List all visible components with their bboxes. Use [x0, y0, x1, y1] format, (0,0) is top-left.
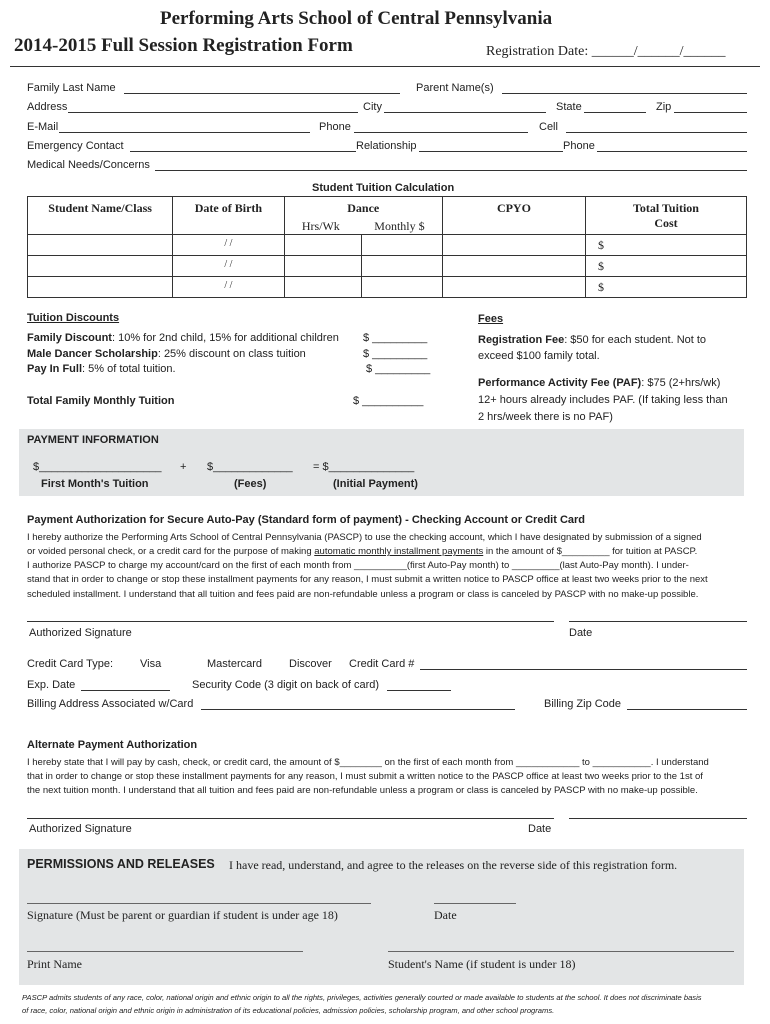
dob-cell[interactable]: / / — [173, 235, 284, 256]
hrs-cell[interactable] — [284, 235, 362, 256]
header-student-name: Student Name/Class — [28, 197, 173, 235]
cpyo-cell[interactable] — [442, 277, 585, 298]
medical-needs-field[interactable] — [155, 170, 747, 171]
auto-pay-date-line[interactable] — [569, 621, 747, 622]
email-label: E-Mail — [27, 121, 59, 133]
table-row — [28, 235, 747, 256]
first-month-tuition-field[interactable]: $____________________ — [33, 461, 162, 473]
state-label: State — [556, 101, 582, 113]
permissions-signature-line[interactable] — [27, 903, 371, 904]
registration-fee: Registration Fee: $50 for each student. Not to — [478, 334, 707, 346]
cell-field[interactable] — [566, 132, 747, 133]
initial-payment-label: (Initial Payment) — [333, 478, 418, 490]
zip-label: Zip — [656, 101, 672, 113]
dob-cell[interactable]: / / — [173, 277, 284, 298]
monthly-cell[interactable] — [362, 277, 443, 298]
permissions-date-line[interactable] — [434, 903, 516, 904]
footer-line-2: of race, color, national origin and ethnic origin in administration of its educational policies, admission policies, scholarship program, and other school programs. — [22, 1006, 555, 1015]
city-field[interactable] — [384, 112, 546, 113]
table-row — [28, 256, 747, 277]
hrs-cell[interactable] — [284, 277, 362, 298]
pay-in-full: Pay In Full: 5% of total tuition. — [27, 363, 176, 375]
emergency-contact-field[interactable] — [130, 151, 356, 152]
auto-pay-text-2: or voided personal check, or a credit card for the purpose of making automatic monthly installment payments in the amount of $_________ for tuition at PASCP. — [27, 546, 698, 557]
header-total-tuition: Total Tuition Cost — [585, 197, 746, 235]
emergency-phone-field[interactable] — [597, 151, 747, 152]
payment-information-box — [19, 429, 744, 496]
performance-activity-fee: Performance Activity Fee (PAF): $75 (2+hrs/wk) — [478, 377, 721, 389]
auto-pay-date-label: Date — [569, 627, 593, 639]
parent-names-field[interactable] — [502, 93, 747, 94]
tuition-table-caption: Student Tuition Calculation — [312, 182, 455, 194]
email-field[interactable] — [59, 132, 310, 133]
dance-label: Dance — [347, 201, 380, 215]
auto-pay-text-5: scheduled installment. I understand that all tuition and fees paid are non-refundable unless a program or class is canceled by PASCP with no make-up possible. — [27, 589, 699, 600]
state-field[interactable] — [584, 112, 646, 113]
student-name-cell[interactable] — [28, 277, 173, 298]
family-last-name-label: Family Last Name — [27, 82, 116, 94]
family-last-name-field[interactable] — [124, 93, 400, 94]
auto-pay-text-1: I hereby authorize the Performing Arts School of Central Pennsylvania (PASCP) to use the checking account, which I have designated by submission of a signed — [27, 532, 702, 543]
total-cell[interactable]: $ — [585, 256, 746, 277]
exp-date-label: Exp. Date — [27, 679, 76, 691]
auto-pay-signature-label: Authorized Signature — [29, 627, 132, 639]
fees-label: (Fees) — [234, 478, 267, 490]
student-name-cell[interactable] — [28, 235, 173, 256]
cpyo-cell[interactable] — [442, 256, 585, 277]
billing-zip-label: Billing Zip Code — [544, 698, 622, 710]
paf-note-1: 12+ hours already includes PAF. (If taking less than — [478, 394, 728, 406]
address-label: Address — [27, 101, 68, 113]
relationship-label: Relationship — [356, 140, 417, 152]
billing-address-field[interactable] — [201, 709, 515, 710]
auto-pay-text-3: I authorize PASCP to charge my account/card on the first of each month from __________(first Auto-Pay month) to _________(last Auto-Pay month). I under- — [27, 560, 689, 571]
alternate-payment-title: Alternate Payment Authorization — [27, 739, 198, 751]
paf-note-2: 2 hrs/week there is no PAF) — [478, 411, 613, 423]
tuition-table — [27, 196, 747, 298]
hrs-wk-label: Hrs/Wk — [301, 219, 340, 233]
total-cell[interactable]: $ — [585, 277, 746, 298]
student-name-line[interactable] — [388, 951, 734, 952]
permissions-date-label: Date — [434, 908, 457, 922]
plus-sign: + — [180, 461, 187, 473]
header-cpyo: CPYO — [442, 197, 585, 235]
permissions-box — [19, 849, 744, 985]
billing-address-label: Billing Address Associated w/Card — [27, 698, 194, 710]
registration-fee-note: exceed $100 family total. — [478, 350, 600, 362]
cell-label: Cell — [539, 121, 558, 133]
initial-payment-field[interactable]: = $______________ — [313, 461, 415, 473]
total-family-tuition-label: Total Family Monthly Tuition — [27, 395, 175, 407]
school-name: Performing Arts School of Central Pennsylvania — [160, 8, 553, 29]
family-discount-amount[interactable]: $ _________ — [363, 332, 428, 344]
security-code-field[interactable] — [387, 690, 451, 691]
credit-card-number-label: Credit Card # — [349, 658, 415, 670]
alternate-date-label: Date — [528, 823, 552, 835]
header-divider — [10, 66, 760, 67]
auto-pay-title: Payment Authorization for Secure Auto-Pay (Standard form of payment) - Checking Account or Credit Card — [27, 514, 586, 526]
monthly-cell[interactable] — [362, 235, 443, 256]
alternate-signature-label: Authorized Signature — [29, 823, 132, 835]
alternate-text-3: the next tuition month. I understand that all tuition and fees paid are non-refundable unless a program or class is canceled by PASCP with no make-up possible. — [27, 785, 698, 796]
print-name-line[interactable] — [27, 951, 303, 952]
form-title: 2014-2015 Full Session Registration Form — [14, 35, 353, 56]
print-name-label: Print Name — [27, 957, 82, 971]
hrs-cell[interactable] — [284, 256, 362, 277]
relationship-field[interactable] — [419, 151, 563, 152]
alternate-text-2: that in order to change or stop these installment payments for any reason, I must submit a written notice to the PASCP office at least two weeks prior to the 1st of — [27, 771, 703, 782]
credit-card-number-field[interactable] — [420, 669, 747, 670]
total-cell[interactable]: $ — [585, 235, 746, 256]
alternate-text-1: I hereby state that I will pay by cash, check, or credit card, the amount of $________ on the first of each month from ____________ to ___________. I understand — [27, 757, 709, 768]
table-row — [28, 277, 747, 298]
parent-names-label: Parent Name(s) — [416, 82, 494, 94]
visa-option[interactable]: Visa — [140, 658, 162, 670]
city-label: City — [363, 101, 382, 113]
fees-title: Fees — [478, 313, 504, 325]
phone-field[interactable] — [354, 132, 528, 133]
student-name-label: Student's Name (if student is under 18) — [388, 957, 576, 971]
male-dancer-amount[interactable]: $ _________ — [363, 348, 428, 360]
header-dance — [284, 197, 442, 235]
alternate-date-line[interactable] — [569, 818, 747, 819]
permissions-title: PERMISSIONS AND RELEASES — [27, 857, 215, 871]
billing-zip-field[interactable] — [627, 709, 747, 710]
credit-card-type-label: Credit Card Type: — [27, 658, 114, 670]
male-dancer-scholarship: Male Dancer Scholarship: 25% discount on class tuition — [27, 348, 306, 360]
security-code-label: Security Code (3 digit on back of card) — [192, 679, 380, 691]
discover-option[interactable]: Discover — [289, 658, 332, 670]
mastercard-option[interactable]: Mastercard — [207, 658, 263, 670]
header-date-of-birth: Date of Birth — [173, 197, 284, 235]
student-name-cell[interactable] — [28, 256, 173, 277]
dob-cell[interactable]: / / — [173, 256, 284, 277]
footer-line-1: PASCP admits students of any race, color, national origin and ethnic origin to all the rights, privileges, activities generally courted or made available to students at the school. It does not discriminate basis — [22, 993, 702, 1002]
address-field[interactable] — [68, 112, 358, 113]
alternate-signature-line[interactable] — [27, 818, 554, 819]
auto-pay-text-4: stand that in order to change or stop these installment payments for any reason, I must submit a written notice to PASCP office at least two weeks prior to the next — [27, 574, 708, 585]
auto-pay-signature-line[interactable] — [27, 621, 554, 622]
cpyo-cell[interactable] — [442, 235, 585, 256]
monthly-label: Monthly $ — [374, 219, 425, 233]
zip-field[interactable] — [674, 112, 747, 113]
fees-field[interactable]: $_____________ — [207, 461, 293, 473]
emergency-phone-label: Phone — [563, 140, 595, 152]
phone-label: Phone — [319, 121, 351, 133]
permissions-text: I have read, understand, and agree to the releases on the reverse side of this registration form. — [229, 858, 678, 872]
discounts-title: Tuition Discounts — [27, 312, 120, 324]
pay-in-full-amount[interactable]: $ _________ — [366, 363, 431, 375]
exp-date-field[interactable] — [81, 690, 170, 691]
first-month-tuition-label: First Month's Tuition — [41, 478, 149, 490]
monthly-cell[interactable] — [362, 256, 443, 277]
payment-info-title: PAYMENT INFORMATION — [27, 434, 159, 446]
registration-date[interactable]: Registration Date: ______/______/______ — [486, 44, 726, 59]
family-discount: Family Discount: 10% for 2nd child, 15% for additional children — [27, 332, 339, 344]
medical-needs-label: Medical Needs/Concerns — [27, 159, 150, 171]
permissions-signature-label: Signature (Must be parent or guardian if student is under age 18) — [27, 908, 338, 922]
total-family-tuition-amount[interactable]: $ __________ — [353, 395, 424, 407]
emergency-contact-label: Emergency Contact — [27, 140, 124, 152]
